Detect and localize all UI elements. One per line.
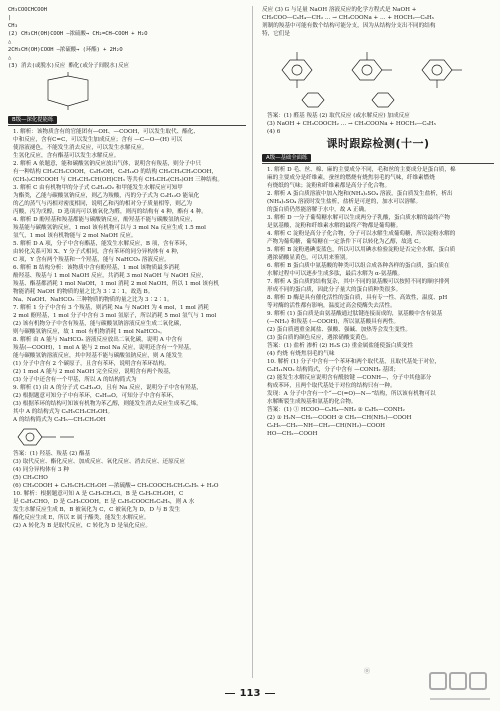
chapter-title: 课时跟踪检测(十一): [326, 137, 430, 150]
text-line: 答案：(1) 醛基 羧基 (2) 取代反应 (或水解反应) 加成反应: [267, 113, 410, 119]
text-line: 生氢化反应，含有酯基可以发生水解反应。: [13, 153, 120, 159]
text-line: CH₃COOCHCOOH: [8, 7, 47, 13]
text-line: 反应 (3) G 与足量 NaOH 溶液反应的化学方程式是 NaOH +: [262, 7, 417, 13]
text-line: 7. 解析 1 分子中含有 3 个羧基，则消耗 Na 与 NaOH 为 4 mol，1 mol 消耗: [13, 305, 209, 311]
text-line: 3. 解析 C 由有机物甲的分子式 C₉H₁₀O₂ 和甲能发生水解反应可知甲: [13, 185, 183, 191]
question-10-lines: [8, 490, 246, 530]
text-line: (3) NaOH + CH₃COOCH₂ … → CH₃COONa + HOCH₂—C₆H₅: [267, 121, 436, 127]
text-line: (3) 分子中还含有一个甲基，所以 A 的结构简式为: [13, 377, 137, 383]
text-line: 使溶液褪色，不能发生消去反应，可以发生水解反应。: [13, 145, 148, 151]
text-line: (2) A 转化为 B 是取代反应，C 转化为 D 是氧化反应。: [13, 523, 151, 529]
text-line: 有一种结构 CH₃CH₂COOH，C₆H₅OH，C₈H₁₀O 的结构 CH₃CH₂CH₂COOH，: [13, 169, 218, 175]
text-line: 是 C₆H₅CHO，D 是 C₆H₅COOH，E 是 C₆H₅COOCH₂C₆H₅，则 A 水: [13, 499, 195, 505]
text-line: (2) 能发生水解反应说明含有酰胺键 —CONH—，分子中其他部分: [267, 375, 432, 381]
section-b-header: B级—深化提能练: [8, 116, 57, 124]
footer-mark: ⓪: [363, 668, 370, 675]
text-line: C₆H₅—CH₂—NH—CH₂—CH(NH₂)—COOH: [267, 423, 386, 429]
text-line: 产物为葡萄糖，葡萄糖在一定条件下可以转化为乙醇，故选 C。: [267, 239, 425, 245]
text-line: 羧基能与碳酸氢钠反应，1 mol 该有机物可以与 3 mol Na 反应生成 1.5 mol: [13, 225, 206, 231]
text-line: 8. 解析 由 A 能与 NaHCO₃ 溶液反应放出二氧化碳，说明 A 中含有: [13, 337, 183, 343]
right-column: [262, 6, 494, 438]
text-line: 4. 解析 C 淀粉是高分子化合物，分子可以水解生成葡萄糖，所以淀粉水解的: [267, 231, 456, 237]
column-divider: [252, 6, 253, 678]
text-line: 2. 解析 A 蛋白质溶液中加入饱和(NH₄)₂SO₄ 溶液，蛋白质发生盐析，析出: [267, 191, 453, 197]
text-line: (6) CH₃COOH + C₆H₅CH₂CH₂OH —浓硫酸→ CH₃COOCH₂CH₂C₆H₅ + H₂O: [13, 483, 219, 489]
text-line: (3) 蛋白质的颜色反应，遇浓硝酸变黄色。: [267, 335, 372, 341]
text-line: 3. 解析 D 一分子葡萄糖水解可以生成两分子乳酸，蛋白质水解的最终产物: [267, 215, 450, 221]
text-line: C₉H₁₁NO₂ 结构简式，分子中含有 —CONH₂ 基团；: [267, 367, 400, 373]
section-b-lines: [8, 128, 246, 424]
text-line: 则与碳酸氢钠反应，故 1 mol 有机物消耗 1 mol NaHCO₃。: [13, 329, 166, 335]
text-line: 特，它们是: [262, 31, 290, 37]
text-line: 酚羟基、羧基与 1 mol NaOH 反应，共消耗 3 mol NaOH 与 NaOH 反应，: [13, 273, 207, 279]
text-line: 5. 解析 B 淀粉遇碘变蓝色，所以可以用碘水检验淀粉是否完全水解，蛋白质: [267, 247, 456, 253]
text-line: 10. 解析：根据题意可知 A 是 C₆H₅CH₂Cl，B 是 C₆H₅CH₂OH，C: [13, 491, 184, 497]
text-line: 酯化反应生成 E，所以 E 属于酯类，能发生水解反应。: [13, 515, 150, 521]
text-line: 2CH₃CH(OH)COOH —浓硫酸→ (环酯) + 2H₂O: [8, 47, 123, 53]
text-line: (2) 该有机物分子中含有羧基，能与碳酸氢钠溶液反应生成二氧化碳，: [13, 321, 185, 327]
text-line: CH₃: [8, 23, 18, 29]
answer-9-lines: [8, 450, 246, 490]
text-line: 1. 解析：该物质含有的官能团有—OH、—COOH，可以发生取代、酯化、: [13, 129, 199, 135]
text-line: (3) 消去(或脱水)反应 酯化(或分子间脱水)反应: [8, 63, 129, 69]
text-line: CH₃COO—C₆H₄—CH₂ … → CH₃COONa + … + HOCH₂—C₆H₅: [262, 15, 434, 21]
text-line: 构成苯环，且两个取代基处于对位的结构只有一种。: [267, 383, 396, 389]
text-line: C 项，Y 含有两个羧基和一个羟基，能与 NaHCO₃ 溶液反应。: [13, 257, 170, 263]
text-line: (3) 取代反应、酯化反应、加成反应、氧化反应、消去反应、还原反应: [13, 459, 185, 465]
text-line: 物能消耗 NaOH 的物质的量之比为 3∶2∶1，故选 B。: [13, 289, 154, 295]
text-line: (NH₄)₂SO₄ 溶液时发生盐析，盐析是可逆的，加水可以溶解。: [267, 199, 422, 205]
text-line: 发生水解反应生成 B，B 被氧化为 C，C 被氧化为 D，D 与 B 发生: [13, 507, 181, 513]
text-line: HO—CH₂—COOH: [267, 431, 318, 437]
benzene-ethanol-structure: [8, 426, 246, 448]
text-line: |: [8, 15, 12, 21]
left-column: [8, 6, 246, 530]
text-line: 答案：(1) ① HCOO—C₆H₄—NH₂ ② C₆H₅—CONH₂: [267, 407, 405, 413]
text-line: 9. 解析 (1) 蛋白质是由氨基酸通过肽键连接而成的，氨基酸中含有氨基: [267, 311, 443, 317]
text-line: 7. 解析 A 蛋白质的结构复杂，其中不同的氨基酸可以按照不同的顺序排列: [267, 279, 450, 285]
text-line: 中和反应，含有C=C，可以发生加成反应；含有 —C—O—(H) 可以: [13, 137, 183, 143]
text-line: 是氨基酸，淀粉和纤维素水解的最终产物都是葡萄糖。: [267, 223, 402, 229]
text-line: Na、NaOH、NaHCO₃ 三种物质的物质的量之比为 3∶2∶1。: [13, 297, 173, 303]
text-line: 6. 解析 B 蛋白质中氨基酸的种类可以组合成各种各样的蛋白质，蛋白质在: [267, 263, 450, 269]
watermark-logo: [426, 667, 496, 709]
text-line: 8. 解析 D 酶是具有催化活性的蛋白质，具有专一性、高效性，温度、pH: [267, 295, 448, 301]
text-line: 6. 解析 B 结构分析：该物质中含有酚羟基，1 mol 该物质最多消耗: [13, 265, 180, 271]
text-line: (1) 分子中含有 2 个碳原子，且含有苯环，说明含有苯环结构。: [13, 361, 170, 367]
text-line: (4) 6: [267, 129, 281, 135]
text-line: (—NH₂) 和羧基 (—COOH)，所以氨基酸具有两性。: [267, 319, 400, 325]
text-line: 能与碳酸氢钠溶液反应，其中羟基不能与碳酸氢钠反应，则 A 能发生: [13, 353, 183, 359]
text-line: 麻的主要成分是纤维素，蚕丝的燃烧有烧焦羽毛的气味，纤维素燃烧: [267, 175, 435, 181]
text-line: 2 mol 酚羟基，1 mol 分子中含有 3 mol 氢原子，所以消耗 5 mol 氢气与 1 mol: [13, 313, 217, 319]
text-line: 形成不同的蛋白质，因此分子量大的蛋白质种类很多。: [267, 287, 402, 293]
text-line: △: [8, 55, 12, 61]
cyclic-ester-structure: [8, 72, 246, 112]
text-line: 氢气，1 mol 该有机物能与 2 mol NaOH 反应。: [13, 233, 137, 239]
text-line: 剂制的羧基中可能有数个结构可能分支，因为从结构分支出不同的结构: [262, 23, 436, 29]
text-line: 1. 解析 D 毛、丝、棉、麻的主要成分不同，毛和丝的主要成分是蛋白质，棉: [267, 167, 456, 173]
text-line: 2. 解析 A 依题意，能和碳酸氢钠反应放出气体，说明含有羧基，则分子中只: [13, 161, 202, 167]
text-line: (2) 根据题意可知分子中有苯环，C₈H₁₀O，可知分子中含有苯环，: [13, 393, 178, 399]
text-line: 水解过程中可以逐步生成多肽，最后水解为 α-氨基酸。: [267, 271, 404, 277]
text-line: (4) 同分异构体有 3 种: [13, 467, 69, 473]
text-line: 10. 解析 (1) 分子中含有一个苯环和两个取代基，且取代基处于对位，: [267, 359, 441, 365]
right-answer-lines: [262, 112, 494, 136]
text-line: (CH₃)₂CHCOOH 与 CH₃CH₂CH(OH)CH₃ 等共有 CH₃CH₂(CH₃)OH 三种结构。: [13, 177, 223, 183]
text-line: 其中 A 的结构式为 C₆H₅CH₂CH₂OH。: [13, 409, 114, 415]
text-line: 为酯类，乙能与碳酸氢钠反应，则乙为羧酸，丙的分子式为 C₉H₁₂O 能氧化: [13, 193, 200, 199]
text-line: 由转化关系可知 X、Y 分子式相同，含有苯环的同分异构体有 4 种，: [13, 249, 183, 255]
page-number: 113: [0, 688, 500, 699]
text-line: 丙酸，丙为戊醇。D 选项丙可以被氧化为醛，则丙的结构有 4 种，酯有 4 种。: [13, 209, 207, 215]
text-line: 的乙的蒸气与丙相对密度相同，说明乙和丙的相对分子质量相等，则乙为: [13, 201, 193, 207]
text-line: (5) CH₃CHO: [13, 475, 48, 481]
text-line: 遇浓硝酸显黄色，可以用来鉴别。: [267, 255, 351, 261]
section-a-header: A级—基础全面练: [262, 154, 311, 162]
text-line: 答案：(1) 盐析 渗析 (2) H₂S (3) 重金属盐能使蛋白质变性: [267, 343, 414, 349]
text-line: 答案：(1) 羟基、羧基 (2) 酯基: [13, 451, 91, 457]
text-line: △: [8, 39, 12, 45]
right-top-lines: [262, 6, 494, 38]
text-line: 5. 解析 D A 项，分子中含有酯基，能发生水解反应，B 项，含有苯环，: [13, 241, 191, 247]
text-line: (4) 灼烧 有烧焦羽毛的气味: [267, 351, 335, 357]
text-line: A 的结构简式为 C₆H₅—CH₂CH₂OH: [13, 417, 106, 423]
text-line: 水解断裂生成羧基和氨基的化合物。: [267, 399, 357, 405]
text-line: 9. 解析 (1) 由 A 的分子式 C₈H₁₀O，且有 Na 反应，说明分子中含有羟基，: [13, 385, 202, 391]
text-line: 羧基、酯基都消耗 1 mol NaOH，1 mol 消耗 2 mol NaOH，所以 1 mol 该有机: [13, 281, 220, 287]
text-line: 羧基(—COOH)，1 mol A 能与 2 mol Na 反应，说明还含有一个羟基，: [13, 345, 195, 351]
text-line: (2) 1 mol A 能与 2 mol NaOH 完全反应，说明含有两个羧基，: [13, 369, 175, 375]
text-line: (3) 根据苯环的结构可知该有机物为苯乙醇，则能发生消去反应生成苯乙烯，: [13, 401, 202, 407]
text-line: 发现：A 分子中含有一个“—C(=O)—N—”结构，所以该有机物可以: [267, 391, 436, 397]
left-top-lines: [8, 6, 246, 70]
text-line: 有烧纸的气味；淀粉和纤维素都是高分子化合物。: [267, 183, 391, 189]
text-line: (2) 蛋白质遇重金属盐、强酸、强碱、加热等会发生变性。: [267, 327, 411, 333]
isomer-structures: [262, 40, 494, 110]
section-a-lines: [262, 166, 494, 438]
text-line: 等对酶的活性都有影响，温度过高会使酶失去活性。: [267, 303, 396, 309]
text-line: (2) CH₃CH(OH)COOH —浓硫酸→ CH₂=CH—COOH + H₂O: [8, 31, 148, 37]
text-line: 的蛋白质仍然能溶解于水中，故 A 正确。: [267, 207, 370, 213]
text-line: (2) ① H₂N—CH₂—COOH ② CH₃—CH(NH₂)—COOH: [267, 415, 412, 421]
text-line: 4. 解析 D 酚羟基和羧基都能与碳酸钠反应，酚羟基不能与碳酸氢钠反应，: [13, 217, 196, 223]
